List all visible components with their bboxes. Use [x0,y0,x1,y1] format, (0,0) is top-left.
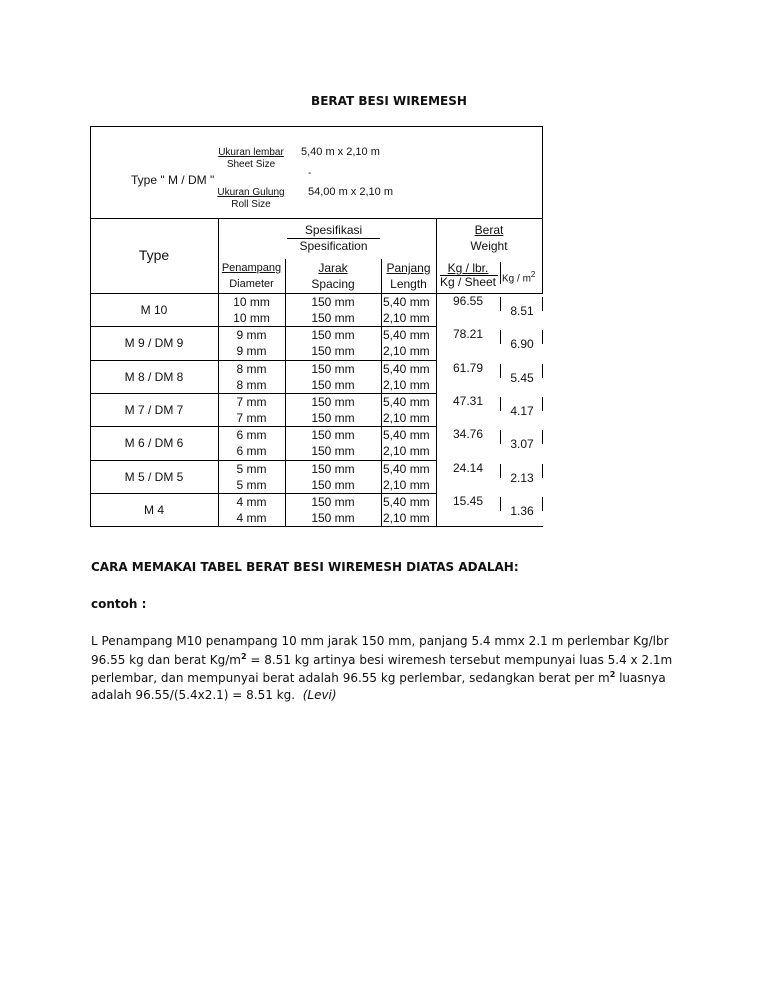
row-length-1: 5,40 mm [383,328,430,342]
row-kg-m2: 4.17 [510,404,534,418]
kg-m2-header: Kg / $m^2$ [502,270,536,285]
row-kg-m2: 5.45 [510,371,534,385]
row-diameter-1: 10 mm [233,295,270,309]
row-type: M 5 / DM 5 [124,470,184,484]
spec-header-en: Spesification [299,239,368,253]
row-bracket-left [500,397,501,411]
sheet-size-value: 5,40 m x 2,10 m [301,146,380,158]
row-diameter-2: 4 mm [236,511,267,525]
kg-lbr-header: Kg / lbr. [447,261,489,275]
spacing-header-en: Spacing [311,277,355,291]
row-spacing-2: 150 mm [311,311,355,325]
row-bracket-right [542,397,543,411]
row-bracket-left [500,430,501,444]
row-diameter-2: 9 mm [236,344,267,358]
row-diameter-1: 4 mm [236,495,267,509]
sheet-size-label-id: Ukuran lembar [218,147,284,158]
row-kg-m2: 1.36 [510,504,534,518]
row-diameter-2: 10 mm [233,311,270,325]
row-length-2: 2,10 mm [383,311,430,325]
row-spacing-1: 150 mm [311,395,355,409]
row-diameter-2: 5 mm [236,478,267,492]
paragraph-line-3: perlembar, dan mempunyai berat adalah 96.55 kg perlembar, sedangkan berat per $m^2$ luasnya [91,670,666,685]
row-kg-sheet: 47.31 [452,394,484,408]
kg-m2-bracket [500,262,501,284]
table-right-border-header [542,218,543,294]
roll-size-value: 54,00 m x 2,10 m [308,186,393,198]
table-row-line-3 [90,393,436,394]
row-length-2: 2,10 mm [383,378,430,392]
roll-size-label-en: Roll Size [231,199,271,210]
row-bracket-right [542,497,543,511]
row-diameter-2: 7 mm [236,411,267,425]
table-row-line-4 [90,426,436,427]
row-length-1: 5,40 mm [383,428,430,442]
row-length-2: 2,10 mm [383,478,430,492]
example-label: contoh : [91,597,147,611]
kg-sheet-header: Kg / Sheet [439,275,497,289]
row-length-1: 5,40 mm [383,462,430,476]
row-length-1: 5,40 mm [383,395,430,409]
row-kg-m2: 8.51 [510,304,534,318]
row-bracket-right [542,464,543,478]
row-bracket-left [500,330,501,344]
row-spacing-2: 150 mm [311,478,355,492]
row-kg-sheet: 24.14 [452,461,484,475]
row-diameter-1: 6 mm [236,428,267,442]
row-type: M 10 [140,303,168,317]
row-type: M 4 [143,503,164,517]
row-bracket-right [542,430,543,444]
weight-header-id: Berat [474,223,504,237]
row-spacing-2: 150 mm [311,444,355,458]
spacing-header-id: Jarak [318,261,348,275]
row-bracket-left [500,297,501,311]
row-spacing-2: 150 mm [311,344,355,358]
row-spacing-2: 150 mm [311,511,355,525]
paragraph-line-1: L Penampang M10 penampang 10 mm jarak 150 mm, panjang 5.4 mmx 2.1 m perlembar Kg/lbr [91,634,669,648]
roll-size-label-id: Ukuran Gulung [217,187,285,198]
spec-header-id: Spesifikasi [304,223,363,237]
row-length-1: 5,40 mm [383,495,430,509]
row-diameter-1: 5 mm [236,462,267,476]
row-kg-sheet: 61.79 [452,361,484,375]
row-spacing-1: 150 mm [311,328,355,342]
length-header-en: Length [390,277,427,291]
row-bracket-left [500,364,501,378]
row-spacing-1: 150 mm [311,462,355,476]
row-bracket-right [542,364,543,378]
row-type: M 8 / DM 8 [124,370,184,384]
row-diameter-2: 8 mm [236,378,267,392]
row-diameter-1: 8 mm [236,362,267,376]
row-type: M 9 / DM 9 [124,336,184,350]
row-kg-sheet: 96.55 [452,294,484,308]
row-kg-m2: 2.13 [510,471,534,485]
row-type: M 7 / DM 7 [124,403,184,417]
row-diameter-1: 7 mm [236,395,267,409]
row-kg-m2: 6.90 [510,337,534,351]
table-row-line-2 [90,360,436,361]
row-bracket-right [542,297,543,311]
row-kg-sheet: 15.45 [452,494,484,508]
weight-header-en: Weight [470,239,508,253]
row-spacing-2: 150 mm [311,378,355,392]
row-kg-m2: 3.07 [510,437,534,451]
row-length-2: 2,10 mm [383,344,430,358]
row-spacing-1: 150 mm [311,362,355,376]
row-kg-sheet: 34.76 [452,427,484,441]
sheet-size-label-en: Sheet Size [226,159,276,170]
row-spacing-2: 150 mm [311,411,355,425]
row-kg-sheet: 78.21 [452,327,484,341]
row-bracket-left [500,497,501,511]
row-length-1: 5,40 mm [383,295,430,309]
length-header-id: Panjang [386,261,431,275]
row-bracket-right [542,330,543,344]
row-length-2: 2,10 mm [383,411,430,425]
row-spacing-1: 150 mm [311,428,355,442]
row-bracket-left [500,464,501,478]
author-credit: (Levi) [302,688,337,702]
row-diameter-1: 9 mm [236,328,267,342]
diameter-header-en: Diameter [229,278,274,290]
table-row-line-5 [90,460,436,461]
instructions-heading: CARA MEMAKAI TABEL BERAT BESI WIREMESH DIATAS ADALAH: [91,560,519,574]
diameter-header-id: Penampang [221,262,282,274]
row-length-2: 2,10 mm [383,511,430,525]
row-spacing-1: 150 mm [311,495,355,509]
row-length-2: 2,10 mm [383,444,430,458]
table-row-line-6 [90,493,436,494]
paragraph-line-2: 96.55 kg dan berat $Kg/m^2 = 8.51$ kg artinya besi wiremesh tersebut mempunyai luas 5.4 x 2.1m [91,652,673,667]
table-row-line-1 [90,326,436,327]
type-mdm-label: Type " M / DM " [131,173,215,187]
paragraph-line-4: adalah 96.55/(5.4x2.1) = 8.51 kg. (Levi) [91,688,337,702]
row-diameter-2: 6 mm [236,444,267,458]
row-length-1: 5,40 mm [383,362,430,376]
dash-mark: - [308,168,312,179]
table-bottom-border [90,526,543,527]
row-spacing-1: 150 mm [311,295,355,309]
type-header: Type [138,247,170,263]
row-type: M 6 / DM 6 [124,436,184,450]
document-title: BERAT BESI WIREMESH [311,94,467,108]
